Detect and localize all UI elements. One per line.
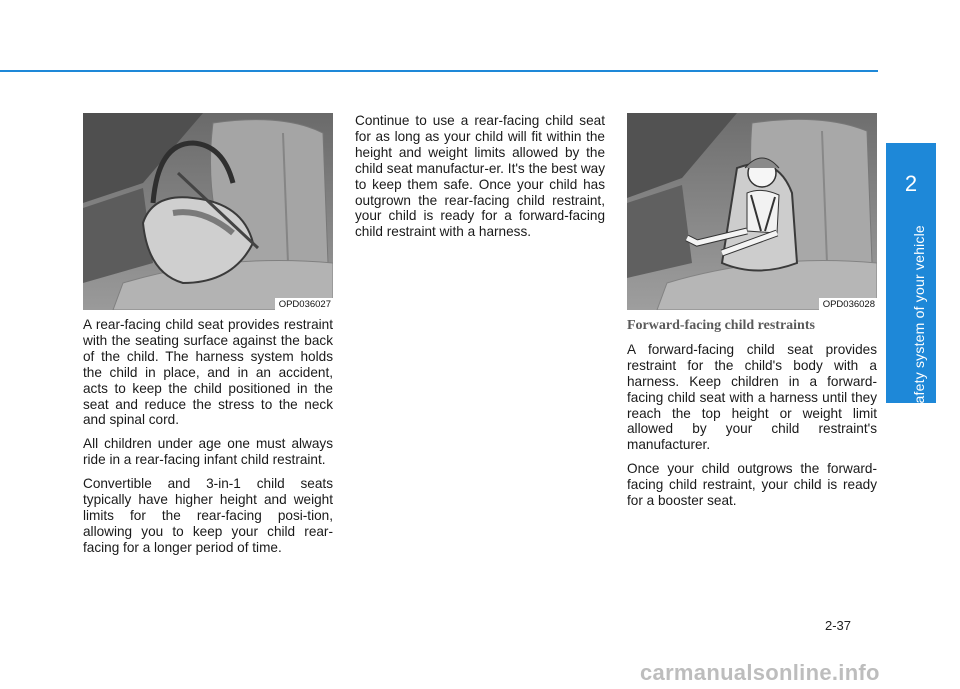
paragraph: Continue to use a rear-facing child seat for as long as your child will fit within the height and weight limits allowed by the child seat manufactur-er. It's the best way to keep them safe. Once your child has outgrown the rear-facing child restraint, your child is ready for a forward-facing child restraint with a harness.	[355, 113, 605, 240]
column-1	[83, 317, 333, 564]
chapter-number: 2	[904, 171, 918, 196]
figure-code: OPD036027	[275, 298, 333, 310]
page-number: 2-37	[825, 618, 852, 633]
header-rule	[0, 70, 878, 72]
forward-facing-seat-illustration	[627, 113, 877, 310]
column-3	[627, 318, 877, 517]
paragraph: Convertible and 3-in-1 child seats typically have higher height and weight limits for the rear-facing posi-tion, allowing you to keep your child rear-facing for a longer period of time.	[83, 476, 333, 555]
rear-facing-seat-illustration	[83, 113, 333, 310]
chapter-title: Safety system of your vehicle	[911, 225, 927, 413]
column-2	[355, 113, 605, 248]
paragraph: All children under age one must always ride in a rear-facing infant child restraint.	[83, 436, 333, 468]
figure-code: OPD036028	[819, 298, 877, 310]
paragraph: A rear-facing child seat provides restraint with the seating surface against the back of the child. The harness system holds the child in place, and in an accident, acts to keep the child positioned in the seat and reduce the stress to the neck and spinal cord.	[83, 317, 333, 428]
figure-rear-facing-seat	[83, 113, 333, 310]
section-heading: Forward-facing child restraints	[627, 318, 815, 333]
paragraph: A forward-facing child seat provides restraint for the child's body with a harness. Keep children in a forward-facing child seat with a harness until they reach the top height or weight limit allowed by your child restraint's manufacturer.	[627, 341, 877, 453]
watermark: carmanualsonline.info	[640, 660, 880, 685]
paragraph: Once your child outgrows the forward-facing child restraint, your child is ready for a booster seat.	[627, 461, 877, 509]
figure-forward-facing-seat	[627, 113, 877, 310]
chapter-tab	[886, 143, 936, 413]
